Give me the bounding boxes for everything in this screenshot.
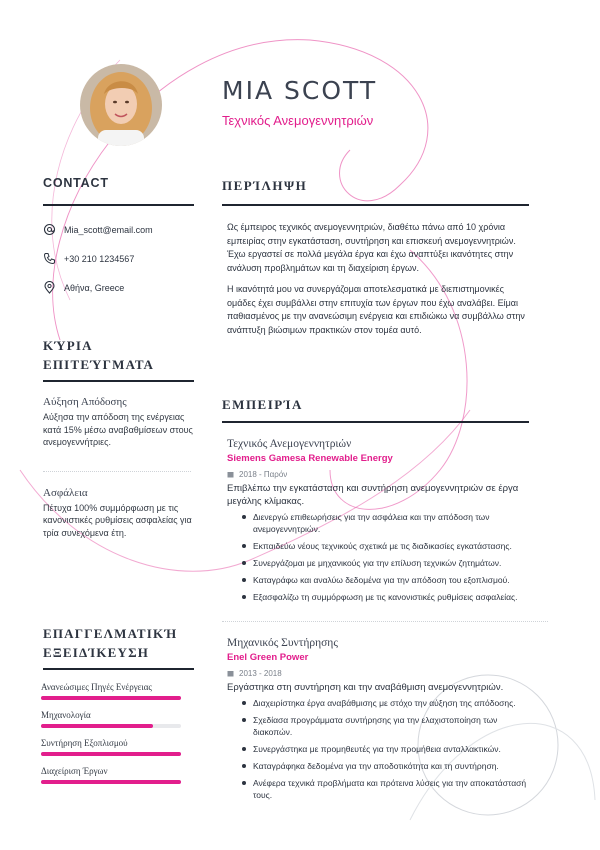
- skills-section: [43, 624, 194, 794]
- job-role: Μηχανικός Συντήρησης: [227, 637, 338, 649]
- contact-phone-text: +30 210 1234567: [64, 253, 135, 264]
- skill-bar: [41, 724, 181, 728]
- job-bullets: [227, 511, 529, 603]
- contact-divider: [43, 204, 194, 206]
- skill-name: Ανανεώσιμες Πηγές Ενέργειας: [41, 682, 152, 692]
- job-bullet: Εξασφαλίζω τη συμμόρφωση με τις κανονιστικές ρυθμίσεις ασφαλείας.: [241, 591, 529, 603]
- skill-item: [41, 766, 194, 794]
- job-role: Τεχνικός Ανεμογεννητριών: [227, 438, 352, 450]
- experience-separator: [222, 621, 548, 622]
- skills-divider: [43, 668, 194, 670]
- achievement-title: Αύξηση Απόδοσης: [43, 396, 127, 408]
- job-bullet: Συνεργάζομαι με μηχανικούς για την επίλυση τεχνικών ζητημάτων.: [241, 557, 529, 569]
- job-description: Επιβλέπω την εγκατάσταση και συντήρηση ανεμογεννητριών σε έργα μεγάλης κλίμακας.: [227, 483, 519, 507]
- contact-phone[interactable]: [43, 244, 194, 273]
- job-bullet: Συνεργάστηκα με προμηθευτές για την προμήθεια ανταλλακτικών.: [241, 743, 529, 755]
- achievements-heading-line2: ΕΠΙΤΕΎΓΜΑΤΑ: [43, 357, 155, 372]
- summary-heading: ΠΕΡΊΛΗΨΗ: [222, 178, 308, 193]
- job-bullet: Καταγράφω και αναλύω δεδομένα για την απόδοση του εξοπλισμού.: [241, 574, 529, 586]
- contact-email[interactable]: [43, 215, 194, 244]
- skills-heading-line1: ΕΠΑΓΓΕΛΜΑΤΙΚΉ: [43, 626, 178, 641]
- job-bullet: Εκπαιδεύω νέους τεχνικούς σχετικά με τις διαδικασίες εγκατάστασης.: [241, 540, 529, 552]
- location-pin-icon: [43, 281, 56, 294]
- contact-location-text: Αθήνα, Greece: [64, 282, 125, 293]
- job-bullet: Διαχειρίστηκα έργα αναβάθμισης με στόχο την αύξηση της απόδοσης.: [241, 697, 529, 709]
- phone-icon: [43, 252, 56, 265]
- contact-email-text: Mia_scott@email.com: [64, 224, 153, 235]
- candidate-job-title: Τεχνικός Ανεμογεννητριών: [222, 113, 374, 128]
- email-icon: [43, 223, 56, 236]
- achievements-divider: [43, 380, 194, 382]
- experience-divider: [222, 421, 529, 423]
- job-dates: [227, 669, 529, 678]
- summary-section: [222, 178, 529, 337]
- job-dates-text: 2018 - Παρόν: [239, 470, 288, 479]
- job-company: Enel Green Power: [227, 652, 309, 663]
- summary-paragraph: Η ικανότητά μου να συνεργάζομαι αποτελεσματικά με διεπιστημονικές ομάδες έχει συμβάλλει στην επιτυχία των έργων που έχω αναλάβει. Είμαι παθιασμένος με την ανανεώσιμη ενέργεια και επιδιώκω να συμβάλλω στην ανάπτυξη βιώσιμων πρακτικών στον τομέα αυτό.: [227, 284, 525, 335]
- experience-section: [222, 397, 529, 806]
- skill-name: Μηχανολογία: [41, 710, 91, 720]
- achievement-item: [43, 396, 194, 449]
- job-bullet: Διενεργώ επιθεωρήσεις για την ασφάλεια και την απόδοση των ανεμογεννητριών.: [241, 511, 529, 535]
- achievement-separator: [43, 471, 191, 472]
- achievement-text: Πέτυχα 100% συμμόρφωση με τις κανονιστικές ρυθμίσεις ασφαλείας για τρία συνεχόμενα έτη.: [43, 502, 192, 538]
- skill-bar-fill: [41, 752, 181, 756]
- experience-heading: ΕΜΠΕΙΡΊΑ: [222, 397, 303, 412]
- achievements-heading: [43, 336, 194, 374]
- calendar-icon: [227, 471, 234, 478]
- job-bullet: Καταγράφηκα δεδομένα για την αποδοτικότητα και τη συντήρηση.: [241, 760, 529, 772]
- job-dates: [227, 470, 529, 479]
- skill-item: [41, 682, 194, 710]
- job-dates-text: 2013 - 2018: [239, 669, 282, 678]
- experience-entry: [222, 438, 529, 603]
- job-description: Εργάστηκα στη συντήρηση και την αναβάθμιση ανεμογεννητριών.: [227, 682, 504, 693]
- skill-bar-fill: [41, 780, 181, 784]
- achievements-section: [43, 336, 194, 540]
- contact-section: [43, 176, 194, 302]
- candidate-name: MIA SCOTT: [222, 76, 378, 105]
- achievements-heading-line1: ΚΎΡΙΑ: [43, 338, 93, 353]
- skill-bar-fill: [41, 724, 153, 728]
- skill-bar-fill: [41, 696, 181, 700]
- skills-heading: [43, 624, 194, 662]
- achievement-item: [43, 487, 194, 540]
- experience-entry: [222, 637, 529, 801]
- skill-bar: [41, 752, 181, 756]
- profile-photo: [80, 64, 162, 146]
- contact-heading: CONTACT: [43, 176, 109, 190]
- achievement-text: Αύξησα την απόδοση της ενέργειας κατά 15% μέσω αναβαθμίσεων στους ανεμογεννήτριες.: [43, 412, 193, 448]
- summary-divider: [222, 204, 529, 206]
- job-bullet: Σχεδίασα προγράμματα συντήρησης για την ελαχιστοποίηση των διακοπών.: [241, 714, 529, 738]
- skill-bar: [41, 696, 181, 700]
- calendar-icon: [227, 670, 234, 677]
- skill-bar: [41, 780, 181, 784]
- contact-location: [43, 273, 194, 302]
- skill-item: [41, 710, 194, 738]
- skill-name: Διαχείριση Έργων: [41, 766, 108, 776]
- job-bullet: Ανέφερα τεχνικά προβλήματα και πρότεινα λύσεις για την αποκατάστασή τους.: [241, 777, 529, 801]
- job-bullets: [227, 697, 529, 801]
- skills-list: [41, 682, 194, 794]
- skills-heading-line2: ΕΞΕΙΔΊΚΕΥΣΗ: [43, 645, 150, 660]
- skill-name: Συντήρηση Εξοπλισμού: [41, 738, 128, 748]
- skill-item: [41, 738, 194, 766]
- summary-paragraph: Ως έμπειρος τεχνικός ανεμογεννητριών, διαθέτω πάνω από 10 χρόνια εμπειρίας στην εγκατάσταση, συντήρηση και επισκευή ανεμογεννητριών. Έχω εργαστεί σε πολλά μεγάλα έργα και έχω αναπτύξει ικανότητες στην ανάλυση προβλημάτων και τη διαχείριση έργων.: [227, 222, 516, 273]
- job-company: Siemens Gamesa Renewable Energy: [227, 453, 393, 464]
- achievement-title: Ασφάλεια: [43, 486, 88, 499]
